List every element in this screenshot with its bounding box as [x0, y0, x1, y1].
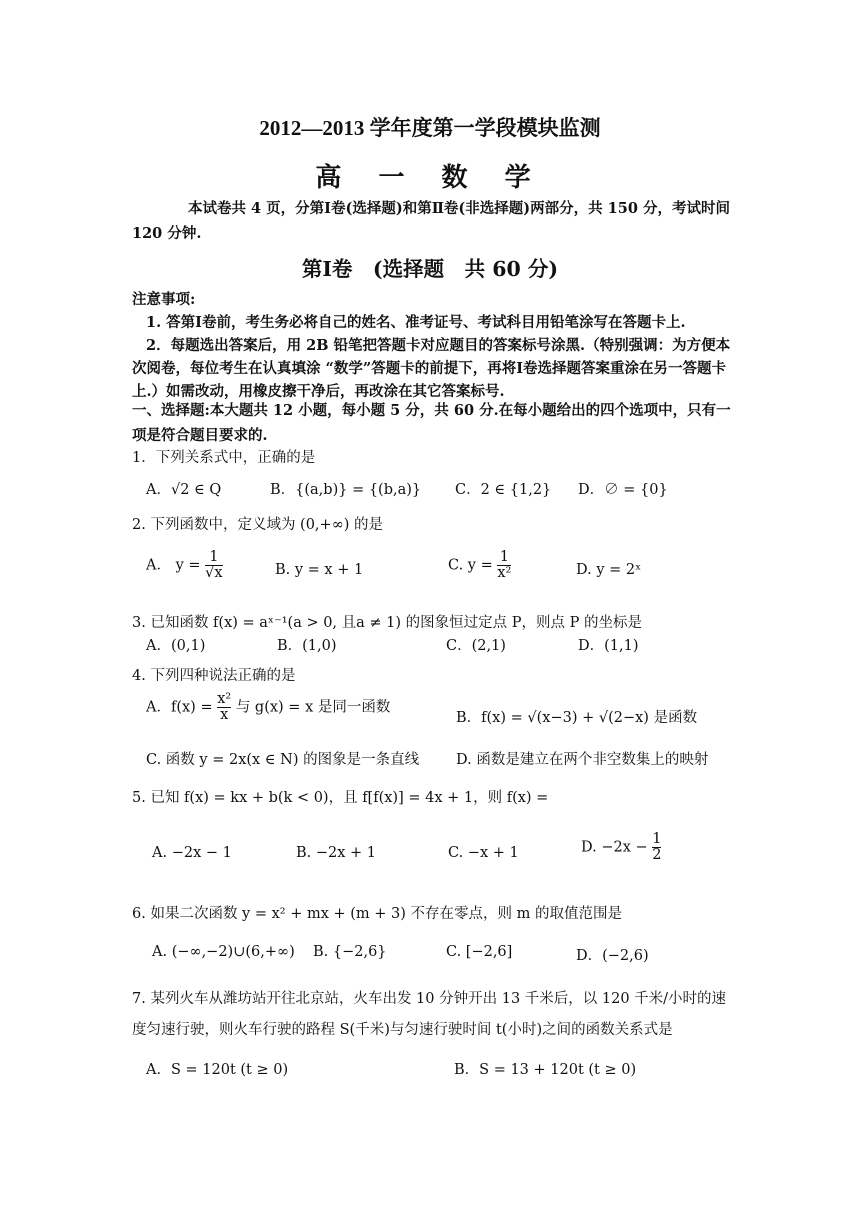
q2-option-b: B. y = x + 1 — [275, 562, 364, 578]
q4-option-b: B．f(x) = √(x−3) + √(2−x) 是函数 — [456, 710, 698, 726]
q3-option-c: C．(2,1) — [446, 638, 506, 654]
q1-stem: 1．下列关系式中，正确的是 — [132, 450, 316, 466]
q4-option-a — [146, 692, 390, 723]
q2-option-c-denominator: x² — [497, 565, 512, 582]
q7-stem-line1: 7. 某列火车从潍坊站开往北京站，火车出发 10 分钟开出 13 千米后，以 120 千米/小时的速 — [132, 991, 727, 1007]
q4-stem: 4. 下列四种说法正确的是 — [132, 668, 296, 684]
q2-option-a-fraction — [205, 550, 222, 581]
q4-option-a-suffix: 与 g(x) = x 是同一函数 — [235, 699, 391, 716]
q6-option-d: D．(−2,6) — [576, 948, 649, 964]
q4-option-c: C. 函数 y = 2x(x ∈ N) 的图象是一条直线 — [146, 752, 420, 768]
q1-option-b: B．{(a,b)} = {(b,a)} — [270, 482, 422, 498]
q2-option-a — [146, 550, 223, 581]
q2-option-c-fraction — [497, 550, 511, 581]
part1-heading: 第Ⅰ卷 (选择题 共 60 分) — [301, 257, 559, 281]
q2-option-d: D. y = 2ˣ — [576, 562, 642, 578]
q2-stem: 2. 下列函数中，定义域为 (0,+∞) 的是 — [132, 517, 384, 533]
q7-stem-line2: 度匀速行驶，则火车行驶的路程 S(千米)与匀速行驶时间 t(小时)之间的函数关系式是 — [132, 1022, 673, 1038]
q1-option-d: D．∅ = {0} — [578, 482, 668, 498]
q2-option-a-denominator: √x — [205, 565, 223, 582]
q4-option-a-fraction — [217, 692, 231, 723]
note-1: 1. 答第Ⅰ卷前，考生务必将自己的姓名、准考证号、考试科目用铅笔涂写在答题卡上. — [146, 314, 686, 331]
q5-option-b: B. −2x + 1 — [296, 845, 377, 861]
q4-option-d: D. 函数是建立在两个非空数集上的映射 — [456, 752, 709, 768]
subject-title: 高 一 数 学 — [315, 163, 545, 193]
q2-option-c — [448, 550, 511, 581]
q1-option-a: A．√2 ∈ Q — [146, 482, 222, 498]
q7-option-b: B．S = 13 + 120t (t ≥ 0) — [454, 1062, 637, 1078]
q5-stem: 5. 已知 f(x) = kx + b(k < 0)，且 f[f(x)] = 4x + 1，则 f(x) = — [132, 790, 549, 806]
q2-option-c-numerator: 1 — [499, 549, 509, 565]
q5-option-d-prefix: D. −2x − — [581, 839, 648, 856]
q5-option-c: C. −x + 1 — [448, 845, 519, 861]
q6-stem: 6. 如果二次函数 y = x² + mx + (m + 3) 不存在零点，则 m 的取值范围是 — [132, 906, 622, 922]
q3-option-d: D．(1,1) — [578, 638, 639, 654]
exam-intro: 本试卷共 4 页，分第Ⅰ卷(选择题)和第Ⅱ卷(非选择题)两部分，共 150 分，考试时间 120 分钟. — [132, 200, 730, 242]
q2-option-c-prefix: C. y = — [448, 557, 493, 574]
note-2: 2．每题选出答案后，用 2B 铅笔把答题卡对应题目的答案标号涂黑.（特别强调：为方便本次阅卷，每位考生在认真填涂 “数学”答题卡的前提下，再将Ⅰ卷选择题答案重涂在另一答题卡上.）如需改动，用橡皮擦干净后，再改涂在其它答案标号. — [132, 337, 731, 400]
q2-option-a-prefix: A． y = — [146, 557, 201, 574]
q6-option-a: A. (−∞,−2)∪(6,+∞) — [152, 944, 295, 960]
q5-option-d-numerator: 1 — [652, 831, 662, 847]
section-heading: 一、选择题:本大题共 12 小题，每小题 5 分，共 60 分.在每小题给出的四个选项中，只有一项是符合题目要求的. — [132, 402, 731, 444]
notes-title: 注意事项: — [132, 291, 196, 308]
q5-option-a: A. −2x − 1 — [152, 845, 232, 861]
q6-option-b: B. {−2,6} — [313, 944, 387, 960]
q5-option-d-fraction — [652, 832, 661, 863]
q7-option-a: A．S = 120t (t ≥ 0) — [146, 1062, 289, 1078]
q3-option-a: A．(0,1) — [146, 638, 206, 654]
q1-option-c: C．2 ∈ {1,2} — [455, 482, 552, 498]
q2-option-a-numerator: 1 — [209, 549, 219, 565]
q3-option-b: B．(1,0) — [277, 638, 337, 654]
q5-option-d — [581, 832, 661, 863]
q4-option-a-prefix: A．f(x) = — [146, 699, 213, 716]
q6-option-c: C. [−2,6] — [446, 944, 513, 960]
exam-title: 2012—2013 学年度第一学段模块监测 — [259, 116, 601, 140]
q5-option-d-denominator: 2 — [652, 847, 662, 864]
q4-option-a-denominator: x — [217, 707, 231, 723]
q4-option-a-numerator: x² — [217, 691, 232, 707]
q3-stem: 3. 已知函数 f(x) = aˣ⁻¹(a > 0, 且a ≠ 1) 的图象恒过定点 P，则点 P 的坐标是 — [132, 615, 642, 631]
